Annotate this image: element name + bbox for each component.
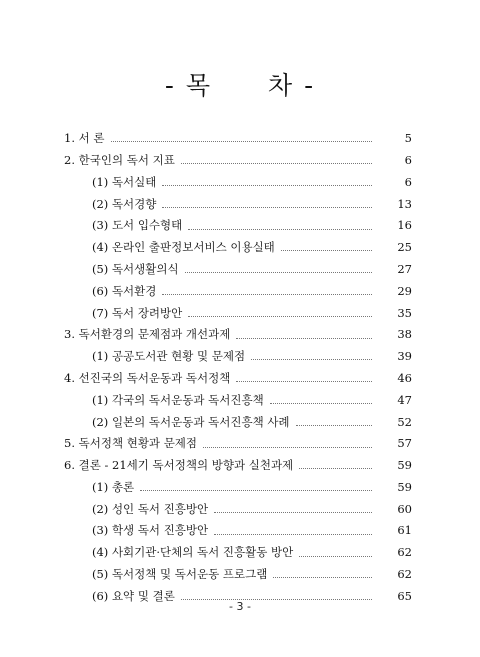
- dot-leader: [162, 185, 372, 186]
- toc-entry-page: 35: [397, 305, 412, 320]
- toc-entry-label: (4) 온라인 출판정보서비스 이용실태: [92, 242, 281, 254]
- dot-leader: [296, 425, 372, 426]
- toc-entry[interactable]: [64, 302, 412, 324]
- toc-entry[interactable]: [64, 520, 412, 542]
- toc-entry[interactable]: [64, 172, 412, 194]
- toc-entry[interactable]: [64, 368, 412, 390]
- dot-leader: [185, 272, 372, 273]
- toc-entry-page: 62: [397, 545, 412, 560]
- toc-entry-label: 2. 한국인의 독서 지표: [64, 155, 181, 167]
- toc-entry-page: 52: [397, 414, 412, 429]
- dot-leader: [188, 316, 372, 317]
- table-of-contents: [64, 128, 412, 608]
- toc-entry-page: 6: [404, 152, 412, 167]
- toc-entry-page: 61: [397, 523, 412, 538]
- dot-leader: [251, 359, 372, 360]
- toc-entry-label: (1) 총론: [92, 482, 140, 494]
- toc-entry-label: (5) 독서정책 및 독서운동 프로그램: [92, 569, 273, 581]
- toc-entry[interactable]: [64, 542, 412, 564]
- dot-leader: [111, 141, 372, 142]
- toc-entry[interactable]: [64, 150, 412, 172]
- dot-leader: [162, 294, 372, 295]
- dot-leader: [236, 338, 372, 339]
- toc-entry-page: 25: [397, 240, 412, 255]
- toc-entry-label: (5) 독서생활의식: [92, 264, 185, 276]
- toc-entry-page: 46: [397, 370, 412, 385]
- dot-leader: [140, 490, 372, 491]
- toc-entry-page: 59: [397, 458, 412, 473]
- toc-entry[interactable]: [64, 433, 412, 455]
- dot-leader: [299, 556, 372, 557]
- dot-leader: [236, 381, 372, 382]
- toc-entry[interactable]: [64, 346, 412, 368]
- dot-leader: [181, 163, 372, 164]
- toc-entry[interactable]: [64, 193, 412, 215]
- dot-leader: [214, 512, 372, 513]
- toc-entry-label: (6) 독서환경: [92, 286, 162, 298]
- dot-leader: [299, 468, 372, 469]
- toc-entry-page: 65: [397, 588, 412, 603]
- toc-entry[interactable]: [64, 455, 412, 477]
- toc-entry[interactable]: [64, 324, 412, 346]
- toc-entry-page: 59: [397, 479, 412, 494]
- toc-entry-label: (3) 도서 입수형태: [92, 220, 188, 232]
- toc-entry-label: (6) 요약 및 결론: [92, 591, 181, 603]
- toc-entry-page: 38: [397, 327, 412, 342]
- dot-leader: [203, 447, 372, 448]
- toc-entry-page: 57: [397, 436, 412, 451]
- dot-leader: [270, 403, 372, 404]
- toc-entry-label: (1) 공공도서관 현황 및 문제점: [92, 351, 251, 363]
- toc-entry-label: 5. 독서정책 현황과 문제점: [64, 438, 203, 450]
- toc-entry[interactable]: [64, 477, 412, 499]
- page-title: [0, 66, 480, 102]
- toc-entry-label: (1) 각국의 독서운동과 독서진흥책: [92, 395, 270, 407]
- toc-entry-label: (1) 독서실태: [92, 177, 162, 189]
- toc-entry-page: 47: [397, 392, 412, 407]
- toc-entry-label: 4. 선진국의 독서운동과 독서정책: [64, 373, 236, 385]
- toc-entry-page: 62: [397, 567, 412, 582]
- toc-entry-label: (3) 학생 독서 진흥방안: [92, 525, 214, 537]
- toc-entry[interactable]: [64, 215, 412, 237]
- dot-leader: [162, 207, 372, 208]
- toc-entry[interactable]: [64, 128, 412, 150]
- toc-entry-page: 60: [397, 501, 412, 516]
- page-title-part1: - 목: [164, 71, 212, 100]
- toc-entry[interactable]: [64, 564, 412, 586]
- toc-entry[interactable]: [64, 411, 412, 433]
- toc-entry[interactable]: [64, 390, 412, 412]
- dot-leader: [214, 534, 372, 535]
- toc-entry-page: 13: [397, 196, 412, 211]
- dot-leader: [281, 250, 372, 251]
- toc-entry-page: 5: [404, 131, 412, 146]
- toc-entry-page: 27: [397, 261, 412, 276]
- toc-entry[interactable]: [64, 259, 412, 281]
- toc-entry[interactable]: [64, 237, 412, 259]
- toc-entry-label: 3. 독서환경의 문제점과 개선과제: [64, 329, 236, 341]
- toc-entry-page: 6: [404, 174, 412, 189]
- toc-entry-label: (4) 사회기관·단체의 독서 진흥활동 방안: [92, 547, 299, 559]
- toc-entry-label: (7) 독서 장려방안: [92, 308, 188, 320]
- toc-entry-label: (2) 성인 독서 진흥방안: [92, 504, 214, 516]
- page-number-footer: - 3 -: [229, 600, 251, 613]
- dot-leader: [273, 577, 372, 578]
- dot-leader: [188, 229, 372, 230]
- toc-entry-page: 39: [397, 349, 412, 364]
- toc-entry-label: (2) 독서경향: [92, 199, 162, 211]
- toc-entry-page: 29: [397, 283, 412, 298]
- toc-entry-label: 6. 결론 - 21세기 독서정책의 방향과 실천과제: [64, 460, 299, 472]
- toc-entry-label: 1. 서 론: [64, 133, 111, 145]
- toc-entry-page: 16: [397, 218, 412, 233]
- toc-entry[interactable]: [64, 499, 412, 521]
- page-title-part2: 차 -: [268, 71, 316, 100]
- toc-entry-label: (2) 일본의 독서운동과 독서진흥책 사례: [92, 417, 296, 429]
- toc-entry[interactable]: [64, 281, 412, 303]
